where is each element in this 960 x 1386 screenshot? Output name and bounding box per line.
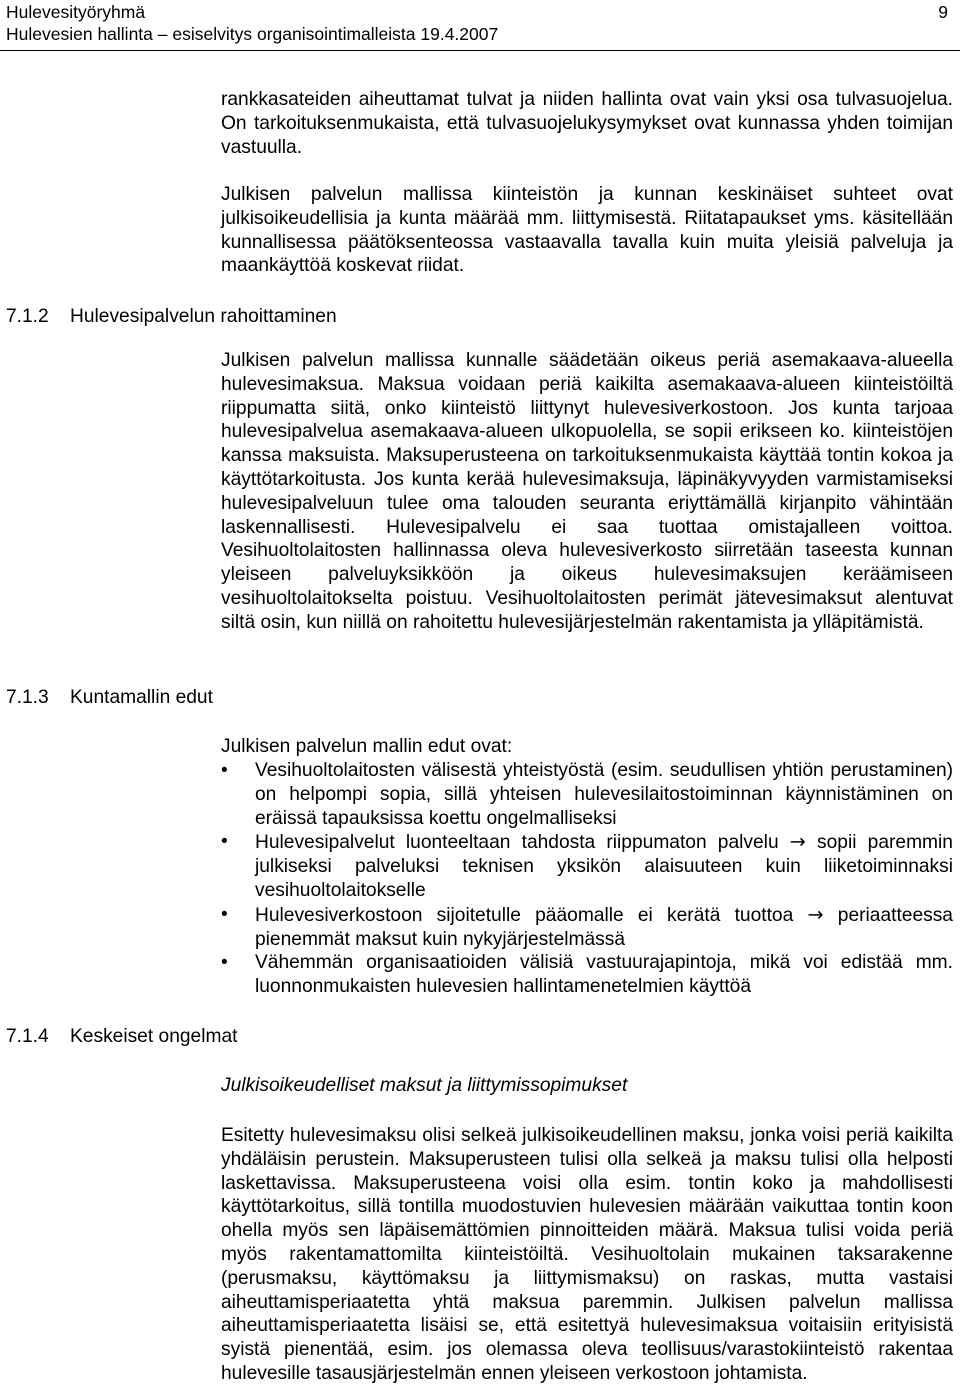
- bullet-icon: •: [221, 831, 228, 853]
- list-item: [221, 830, 953, 902]
- section-heading-7-1-4: [6, 1025, 237, 1049]
- bullet-icon: •: [221, 760, 228, 781]
- section-number: 7.1.4: [6, 1026, 49, 1047]
- list-item-text: Hulevesipalvelut luonteeltaan tahdosta riippumaton palvelu: [255, 832, 779, 854]
- section-title: Kuntamallin edut: [70, 687, 213, 708]
- intro-paragraph-1: rankkasateiden aiheuttamat tulvat ja niiden hallinta ovat vain yksi osa tulvasuojelua. On tarkoituksenmukaista, että tulvasuojelukysymykset ovat kunnassa yhden toimijan vastuulla.: [221, 89, 953, 158]
- benefits-list: [221, 759, 953, 999]
- section-title: Hulevesipalvelun rahoittaminen: [70, 306, 337, 327]
- list-item: [221, 759, 953, 830]
- section-number: 7.1.3: [6, 687, 49, 708]
- arrow-right-icon: →: [789, 830, 806, 854]
- bullet-icon: •: [221, 952, 228, 974]
- section-heading-7-1-2: [6, 305, 337, 329]
- list-item-text: Hulevesiverkostoon sijoitetulle pääomalle ei kerätä tuottoa: [255, 904, 794, 926]
- section-title: Keskeiset ongelmat: [70, 1026, 238, 1047]
- list-item-text: Vesihuoltolaitosten välisestä yhteistyöstä (esim. seudullisen yhtiön perustaminen) on helpompi sopia, sillä yhteisen hulevesilaitostoiminnan käynnistäminen on eräissä tapauksissa koettu ongelmalliseksi: [255, 760, 953, 829]
- list-item: [221, 951, 953, 999]
- header-rule: [0, 50, 960, 51]
- section-heading-7-1-3: [6, 686, 213, 710]
- intro-paragraph-2: Julkisen palvelun mallissa kiinteistön ja kunnan keskinäiset suhteet ovat julkisoikeudellisia ja kunta määrää mm. liittymisestä. Riitatapaukset yms. käsitellään kunnallisessa päätöksenteossa vastaavalla tavalla kuin muita yleisiä palveluja ja maankäyttöä koskevat riidat.: [221, 184, 953, 277]
- list-item-text: Vähemmän organisaatioiden välisiä vastuurajapintoja, mikä voi edistää mm. luonnonmukaisten hulevesien hallintamenetelmien käyttöä: [255, 952, 953, 998]
- subheading: Julkisoikeudelliset maksut ja liittymissopimukset: [221, 1075, 628, 1096]
- arrow-right-icon: →: [807, 902, 824, 926]
- header-org: Hulevesityöryhmä: [6, 2, 146, 22]
- bullet-icon: •: [221, 903, 228, 925]
- benefits-intro: Julkisen palvelun mallin edut ovat:: [221, 736, 513, 757]
- page-number: 9: [938, 2, 948, 22]
- section-number: 7.1.2: [6, 306, 49, 327]
- list-item: [221, 903, 953, 952]
- financing-paragraph: Julkisen palvelun mallissa kunnalle säädetään oikeus periä asemakaava-alueella hulevesimaksua. Maksua voidaan periä kaikilta asemakaava-alueen kiinteistöiltä riippumatta siitä, onko kiinteistö liittynyt hulevesiverkostoon. Jos kunta tarjoaa hulevesipalvelua asemakaava-alueen ulkopuolella, se sopii erikseen ko. kiinteistöjen kanssa maksuista. Maksuperusteena on tarkoituksenmukaista käyttää tontin kokoa ja käyttötarkoitusta. Jos kunta kerää hulevesimaksuja, läpinäkyvyyden varmistamiseksi hulevesipalveluun tulee oma talouden seuranta eriyttämällä kirjanpito vähintään laskennallisesti. Hulevesipalvelu ei saa tuottaa omistajalleen voittoa. Vesihuoltolaitosten hallinnassa oleva hulevesiverkosto siirretään taseesta kunnan yleiseen palveluyksikköön ja oikeus hulevesimaksujen keräämiseen vesihuoltolaitokselta poistuu. Vesihuoltolaitosten perimät jätevesimaksut alentuvat siltä osin, kun niillä on rahoitettu hulevesijärjestelmän rakentamista ja ylläpitämistä.: [221, 350, 953, 633]
- list-item-text: periaatteessa pienemmät maksut kuin nykyjärjestelmässä: [255, 904, 953, 950]
- list-item-text: sopii paremmin julkiseksi palveluksi teknisen yksikön alaisuuteen kuin liiketoiminnaksi vesihuoltolaitokselle: [255, 832, 953, 901]
- header-doc-title: Hulevesien hallinta – esiselvitys organisointimalleista 19.4.2007: [6, 24, 499, 44]
- problems-paragraph: Esitetty hulevesimaksu olisi selkeä julkisoikeudellinen maksu, jonka voisi periä kaikilta yhdäläisin perustein. Maksuperusteen tulisi olla selkeä ja maksu tulisi olla helposti laskettavissa. Maksuperusteena voisi olla esim. tontin koko ja mahdollisesti käyttötarkoitus, sillä tontilla muodostuvien hulevesien määrään vaikuttaa tontin koon ohella myös sen läpäisemättömien pinnoitteiden määrä. Maksua tulisi voida periä myös rakentamattomilta kiinteistöiltä. Vesihuoltolain mukainen taksarakenne (perusmaksu, käyttömaksu ja liittymismaksu) on raskas, mutta vastaisi aiheuttamisperiaatetta yhtä maksua paremmin. Julkisen palvelun mallissa aiheuttamisperiaatetta lisäisi se, että esitettyä hulevesimaksua voitaisiin erityisistä syistä pienentää, esim. jos olemassa oleva teollisuus/varastokiinteistö rakentaa hulevesille tasausjärjestelmän ennen yleiseen verkostoon johtamista.: [221, 1125, 953, 1384]
